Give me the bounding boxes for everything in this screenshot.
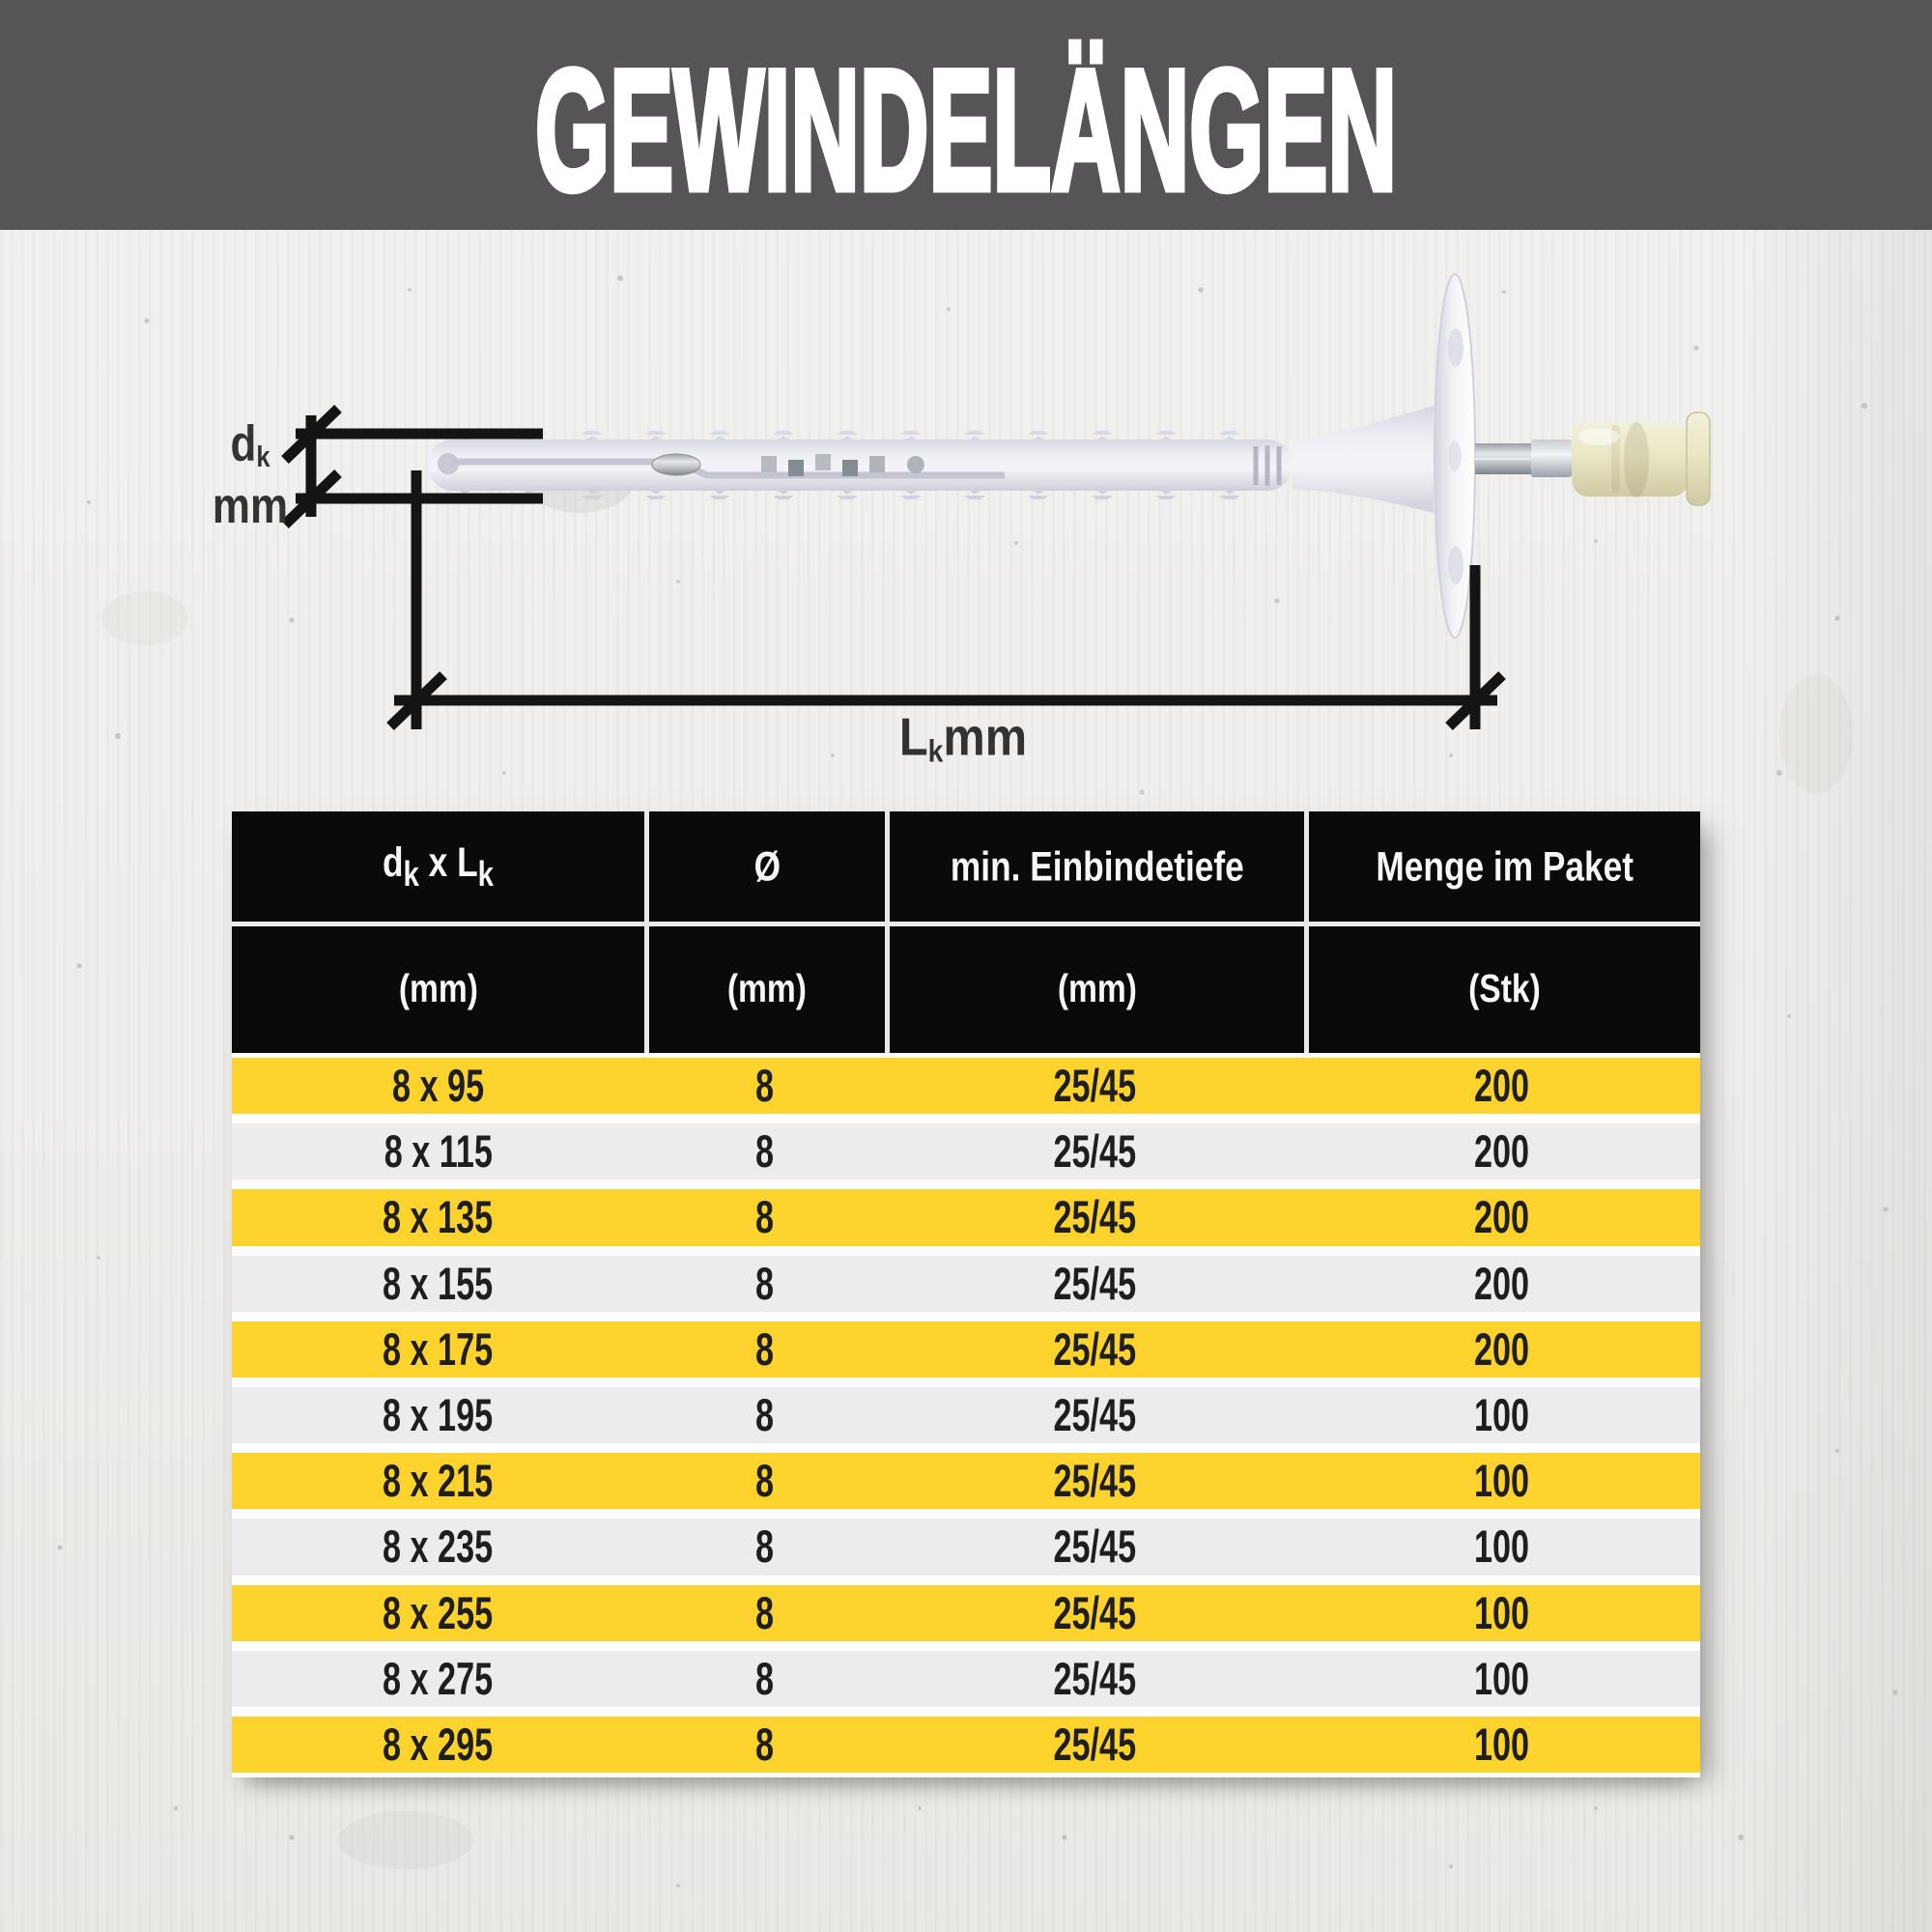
table-cell-size: 8 x 195 [383,1388,494,1441]
table-cell-depth: 25/45 [1053,1520,1136,1573]
table-cell-diameter: 8 [754,1059,775,1112]
dk-label-base: d [230,414,257,471]
pin-collar [1531,440,1572,477]
table-cell-size: 8 x 95 [391,1059,485,1112]
dowel-flare [1293,406,1434,513]
table-cell-qty: 100 [1474,1718,1530,1771]
table-cell-depth: 25/45 [1053,1124,1136,1178]
table-row [232,1317,1700,1382]
screw-head [652,454,700,475]
table-cell-diameter: 8 [754,1257,775,1310]
header-cell-menge-im-paket: Menge im Paket [1304,811,1700,922]
table-cell-depth: 25/45 [1053,1586,1136,1639]
table-cell-depth: 25/45 [1053,1059,1136,1112]
table-cell-size: 8 x 155 [383,1257,494,1310]
table-row [232,1712,1700,1777]
table-cell-depth: 25/45 [1053,1257,1136,1310]
table-cell-diameter: 8 [754,1586,775,1639]
table-cell-depth: 25/45 [1053,1190,1136,1243]
table-cell-size: 8 x 255 [383,1586,494,1639]
table-cell-diameter: 8 [754,1124,775,1178]
table-cell-depth: 25/45 [1053,1652,1136,1705]
lk-label-base: L [898,707,928,768]
dk-label-sub: k [256,441,270,474]
table-body [232,1053,1700,1777]
table-cell-diameter: 8 [754,1520,775,1573]
header-unit-mm-3: (mm) [885,926,1304,1053]
dk-label-unit: mm [212,477,289,534]
table-header [232,811,1700,1053]
header-unit-mm-1: (mm) [398,967,478,1011]
lk-label-sub: k [927,733,944,769]
dowel-ribs-top [442,431,1259,440]
table-cell-depth: 25/45 [1053,1454,1136,1507]
table-cell-qty: 200 [1474,1124,1530,1178]
dk-dimension-label [186,414,314,534]
table-row [232,1514,1700,1579]
header-unit-mm-2: (mm) [644,926,885,1053]
lk-dimension-label [874,707,1052,770]
spec-table [232,811,1700,1777]
table-cell-size: 8 x 115 [384,1124,493,1178]
table-cell-depth: 25/45 [1053,1388,1136,1441]
table-row [232,1448,1700,1514]
table-cell-size: 8 x 275 [383,1652,494,1705]
header-unit-stk: (Stk) [1304,926,1700,1053]
table-cell-qty: 100 [1474,1520,1530,1573]
table-cell-depth: 25/45 [1053,1718,1136,1771]
table-cell-qty: 100 [1474,1652,1530,1705]
table-row [232,1053,1700,1119]
table-cell-size: 8 x 135 [383,1190,494,1243]
table-row [232,1251,1700,1317]
table-cell-qty: 100 [1474,1586,1530,1639]
table-cell-size: 8 x 235 [383,1520,494,1573]
table-cell-qty: 100 [1474,1388,1530,1441]
table-cell-diameter: 8 [754,1190,775,1243]
header-cell-diameter: Ø [644,811,885,922]
anchor-product-photo [428,274,1710,638]
cap-flange [1687,412,1710,505]
table-cell-qty: 200 [1474,1322,1530,1376]
table-row [232,1382,1700,1448]
table-cell-diameter: 8 [754,1652,775,1705]
table-cell-qty: 200 [1474,1059,1530,1112]
table-cell-qty: 200 [1474,1190,1530,1243]
table-cell-size: 8 x 215 [383,1454,494,1507]
table-cell-diameter: 8 [754,1388,775,1441]
table-cell-diameter: 8 [754,1322,775,1376]
table-cell-qty: 100 [1474,1454,1530,1507]
page-title: GEWINDELÄNGEN [535,34,1397,226]
table-row [232,1119,1700,1184]
table-cell-diameter: 8 [754,1454,775,1507]
table-cell-diameter: 8 [754,1718,775,1771]
table-row [232,1646,1700,1712]
header-cell-min-einbindetiefe: min. Einbindetiefe [885,811,1304,922]
title-banner [0,0,1932,230]
header-cell-dk-x-lk: $d_k$ x $L_k$ [382,838,495,894]
dowel-ribs-bottom [442,491,1259,499]
lk-label-unit: mm [943,707,1028,768]
table-row [232,1184,1700,1250]
table-cell-size: 8 x 295 [383,1718,494,1771]
table-row [232,1580,1700,1646]
table-cell-size: 8 x 175 [383,1322,494,1376]
table-cell-depth: 25/45 [1053,1322,1136,1376]
table-cell-qty: 200 [1474,1257,1530,1310]
